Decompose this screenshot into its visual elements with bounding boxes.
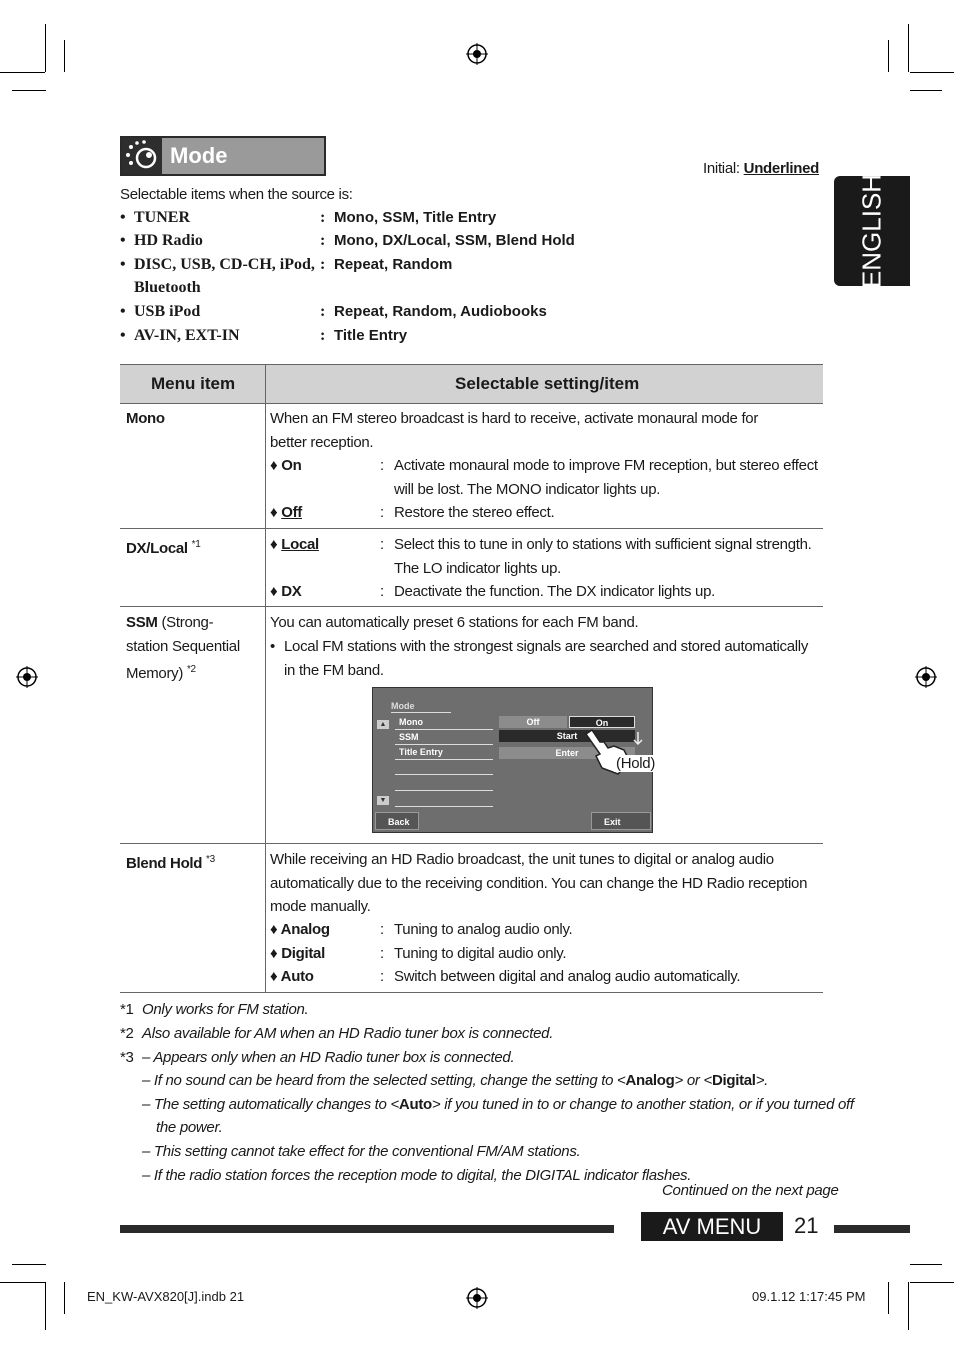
footnote-3-line: – If the radio station forces the reception mode to digital, the DIGITAL indicator flashes. <box>142 1167 692 1184</box>
crop-mark <box>910 90 942 91</box>
crop-mark <box>64 40 65 72</box>
scroll-up-icon: ▲ <box>377 720 389 729</box>
registration-mark-icon <box>915 666 937 688</box>
ssm-bullet-text: Local FM stations with the strongest signals are searched and stored automatically in the FM band. <box>284 638 809 679</box>
option-row: ♦ On : Activate monaural mode to improve FM reception, but stereo effect will be lost. The MONO indicator lights up. <box>270 454 820 501</box>
menu-item-blend-hold: Blend Hold $^{*3}$ <box>126 854 215 872</box>
page-number: 21 <box>794 1213 819 1238</box>
crop-mark <box>910 72 954 73</box>
registration-mark-icon <box>466 1287 488 1309</box>
footer-rule <box>120 1225 614 1233</box>
screen-item-title-entry: Title Entry <box>399 747 443 757</box>
mono-description: When an FM stereo broadcast is hard to receive, activate monaural mode for better reception. <box>270 410 759 451</box>
column-divider <box>265 364 266 844</box>
option-on-desc: Activate monaural mode to improve FM reception, but stereo effect will be lost. The MONO indicator lights up. <box>394 457 818 498</box>
row-divider <box>120 992 823 993</box>
crop-mark <box>908 1282 909 1330</box>
option-row: ♦ Local : Select this to tune in only to stations with sufficient signal strength. The LO indicator lights up. <box>270 533 820 580</box>
footnote-2: *2 Also available for AM when an HD Radio tuner box is connected. <box>120 1025 554 1042</box>
footnote-3: *3 – Appears only when an HD Radio tuner box is connected. <box>120 1049 515 1066</box>
screen-button-start: Start <box>499 730 635 742</box>
option-on: On <box>281 457 302 474</box>
footnote-1: *1 Only works for FM station. <box>120 1001 309 1018</box>
footnote-3-line: the power. <box>156 1119 223 1136</box>
blend-description: While receiving an HD Radio broadcast, the unit tunes to digital or analog audio automatically due to the receiving condition. You can change the HD Radio reception mode manually. <box>270 851 808 915</box>
footnote-3-line: – This setting cannot take effect for the conventional FM/AM stations. <box>142 1143 581 1160</box>
table-header-cell <box>266 364 823 404</box>
ssm-description: You can automatically preset 6 stations for each FM band. <box>270 614 639 631</box>
option-local-desc: Select this to tune in only to stations with sufficient signal strength. The LO indicator lights up. <box>394 536 812 577</box>
print-timestamp: 09.1.12 1:17:45 PM <box>752 1289 866 1304</box>
option-row: ♦ Analog : Tuning to analog audio only. <box>270 918 820 942</box>
hand-pointer-icon <box>578 728 648 780</box>
screen-button-back: Back <box>375 812 419 830</box>
column-header-menu-item: Menu item <box>151 374 236 393</box>
option-row: ♦ DX : Deactivate the function. The DX indicator lights up. <box>270 580 820 604</box>
crop-mark <box>45 1282 46 1330</box>
registration-mark-icon <box>466 43 488 65</box>
row-divider <box>120 843 823 844</box>
crop-mark <box>64 1282 65 1314</box>
registration-mark-icon <box>16 666 38 688</box>
section-label: AV MENU <box>641 1212 783 1241</box>
menu-item-ssm: SSM (Strong- station Sequential Memory) $^{*2}$ <box>126 614 240 682</box>
option-row: ♦ Auto : Switch between digital and analog audio automatically. <box>270 965 820 989</box>
option-off-desc: Restore the stereo effect. <box>394 504 555 521</box>
table-header-cell <box>120 364 265 404</box>
crop-mark <box>910 1282 954 1283</box>
language-tab-label: ENGLISH <box>856 173 887 289</box>
screen-item-mono: Mono <box>399 717 423 727</box>
crop-mark <box>0 1282 45 1283</box>
bullet: • <box>270 638 275 655</box>
initial-value: Underlined <box>743 160 819 177</box>
print-file-name: EN_KW-AVX820[J].indb 21 <box>87 1289 245 1304</box>
crop-mark <box>888 1282 889 1314</box>
menu-item-dxlocal: DX/Local $^{*1}$ <box>126 539 201 557</box>
column-divider <box>265 843 266 993</box>
footnote-3-line: – The setting automatically changes to <Auto> if you tuned in to or change to another station, or if you turned off <box>142 1096 854 1113</box>
option-local: Local <box>281 536 319 553</box>
screen-button-off: Off <box>499 716 567 728</box>
screen-title: Mode <box>391 701 415 711</box>
crop-mark <box>12 1264 46 1265</box>
screen-button-exit: Exit <box>591 812 651 830</box>
language-tab <box>834 173 910 289</box>
option-auto-desc: Switch between digital and analog audio automatically. <box>394 968 741 985</box>
row-divider <box>120 606 823 607</box>
option-dx-desc: Deactivate the function. The DX indicator lights up. <box>394 583 715 600</box>
initial-note <box>703 160 819 177</box>
page-title: Mode <box>170 143 228 168</box>
option-auto: Auto <box>280 968 314 985</box>
row-divider <box>120 528 823 529</box>
crop-mark <box>45 24 46 72</box>
scroll-down-icon: ▼ <box>377 796 389 805</box>
option-row: ♦ Digital : Tuning to digital audio only. <box>270 942 820 966</box>
source-intro: Selectable items when the source is: <box>120 186 353 203</box>
screen-item-ssm: SSM <box>399 732 419 742</box>
crop-mark <box>0 72 45 73</box>
crop-mark <box>888 40 889 72</box>
option-digital-desc: Tuning to digital audio only. <box>394 945 567 962</box>
column-header-setting: Selectable setting/item <box>455 374 640 393</box>
menu-item-mono: Mono <box>126 410 165 427</box>
screen-button-enter: Enter <box>499 747 635 759</box>
crop-mark <box>910 1264 942 1265</box>
option-off: Off <box>281 504 302 521</box>
initial-prefix: Initial: <box>703 160 744 177</box>
option-analog: Analog <box>280 921 330 938</box>
mode-icon <box>122 138 162 174</box>
continued-note: Continued on the next page <box>662 1182 839 1199</box>
crop-mark <box>12 90 46 91</box>
footer-rule <box>834 1225 910 1233</box>
hold-label: (Hold) <box>616 755 656 772</box>
crop-mark <box>908 24 909 72</box>
footnote-3-line: – If no sound can be heard from the selected setting, change the setting to <Analog> or <Digital>. <box>142 1072 769 1089</box>
screen-button-on: On <box>569 716 635 728</box>
option-row: ♦ Off : Restore the stereo effect. <box>270 501 820 525</box>
option-analog-desc: Tuning to analog audio only. <box>394 921 573 938</box>
option-digital: Digital <box>281 945 325 962</box>
option-dx: DX <box>281 583 302 600</box>
section-title-box <box>120 136 326 176</box>
